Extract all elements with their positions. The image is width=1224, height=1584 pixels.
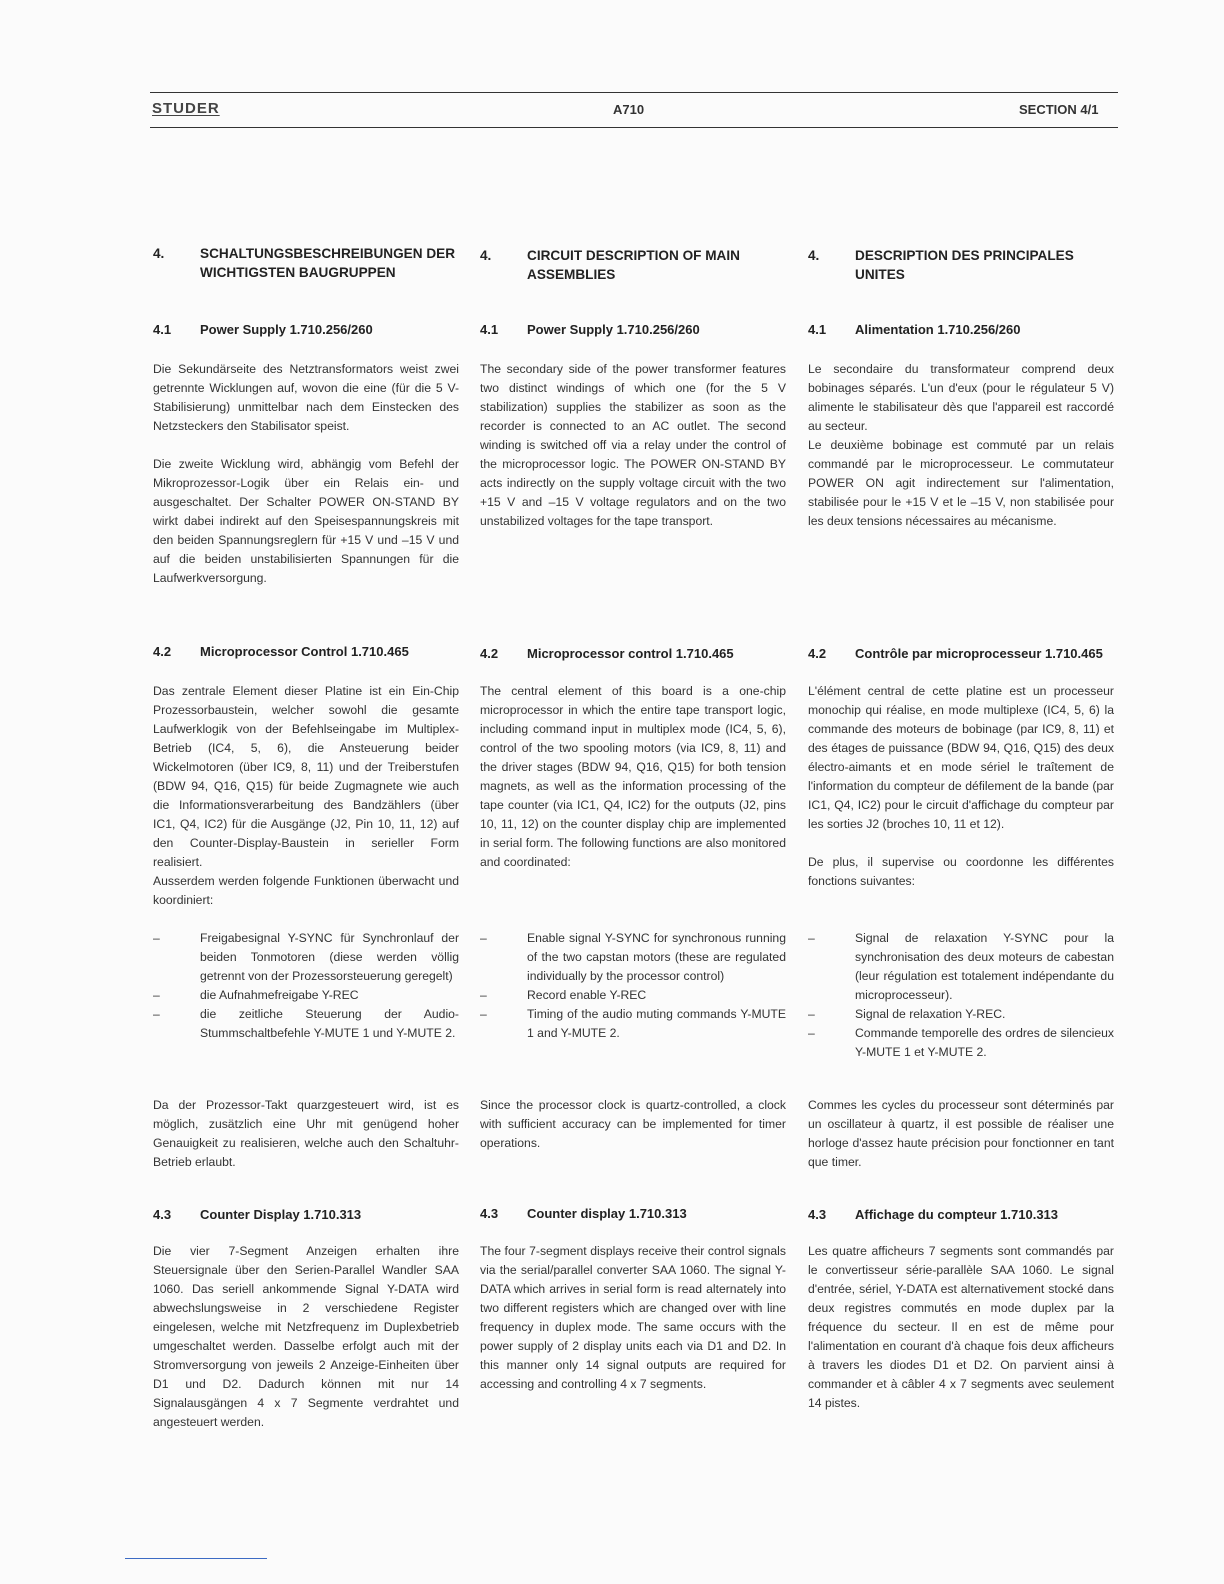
section-number: 4.1 bbox=[480, 322, 499, 337]
section-number: 4.2 bbox=[153, 644, 172, 659]
section-title: Microprocessor Control 1.710.465 bbox=[200, 644, 409, 659]
list-item: – Record enable Y-REC bbox=[480, 986, 786, 1005]
list-item: – Freigabesignal Y-SYNC für Synchronlauf der beiden Tonmotoren (diese werden völlig getrennt von der Prozessorsteuerung geregelt) bbox=[153, 929, 459, 986]
paragraph: Since the processor clock is quartz-controlled, a clock with sufficient accuracy can be implemented for timer operations. bbox=[480, 1098, 786, 1150]
chapter-number: 4. bbox=[480, 248, 492, 263]
section-heading bbox=[480, 645, 786, 663]
footnote-rule bbox=[125, 1558, 267, 1559]
list-item: – die Aufnahmefreigabe Y-REC bbox=[153, 986, 459, 1005]
section-title: Counter display 1.710.313 bbox=[527, 1206, 687, 1221]
chapter-number: 4. bbox=[153, 246, 165, 261]
list-item: – Signal de relaxation Y-SYNC pour la synchronisation des deux moteurs de cabestan (leur régulation est totalement indépendante du microprocesseur). bbox=[808, 929, 1114, 1005]
paragraph: De plus, il supervise ou coordonne les différentes fonctions suivantes: bbox=[808, 855, 1114, 888]
chapter-heading bbox=[480, 246, 786, 284]
section-heading bbox=[480, 1205, 786, 1223]
section-heading bbox=[808, 1206, 1114, 1224]
list-item: – Enable signal Y-SYNC for synchronous running of the two capstan motors (these are regulated individually by the processor control) bbox=[480, 929, 786, 986]
paragraph: Die zweite Wicklung wird, abhängig vom Befehl der Mikroprozessor-Logik über ein Relais ein- und ausgeschaltet. Der Schalter POWER ON-STAND BY wirkt dabei indirekt auf den Speisespannungskreis mit den beiden Spannungsreglern für +15 V und –15 V und auf die beiden unstabilisierten Spannungen für die Laufwerkversorgung. bbox=[153, 457, 459, 585]
section-heading bbox=[480, 321, 786, 339]
brand-logo: STUDER bbox=[152, 100, 220, 117]
section-heading bbox=[153, 1206, 459, 1224]
model-label: A710 bbox=[613, 102, 645, 117]
list-item: – Timing of the audio muting commands Y-MUTE 1 and Y-MUTE 2. bbox=[480, 1005, 786, 1043]
dash-list bbox=[480, 929, 786, 1043]
section-title: Contrôle par microprocesseur 1.710.465 bbox=[855, 646, 1103, 661]
section-number: 4.3 bbox=[480, 1206, 499, 1221]
chapter-title: CIRCUIT DESCRIPTION OF MAIN ASSEMBLIES bbox=[527, 248, 740, 282]
section-label: SECTION 4/1 bbox=[1019, 102, 1099, 117]
section-title: Power Supply 1.710.256/260 bbox=[527, 322, 700, 337]
header-top-rule bbox=[150, 92, 1118, 93]
paragraph: L'élément central de cette platine est un processeur monochip qui réalise, en mode multiplexe (IC4, 5, 6) la commande des moteurs de bobinage (par IC9, 8, 11) et des étages de puissance (BDW 94, Q16, Q15) des deux électro-aimants et en mode sériel le traîtement de l'information du compteur de défilement de la bande (par IC1, Q4, IC2) pour le circuit d'affichage du compteur par les sorties J2 (broches 10, 11 et 12). bbox=[808, 684, 1114, 831]
section-title: Power Supply 1.710.256/260 bbox=[200, 322, 373, 337]
paragraph: The four 7-segment displays receive their control signals via the serial/parallel converter SAA 1060. The signal Y-DATA which arrives in serial form is read alternately into two different registers which are changed over with line frequency in duplex mode. The same occurs with the power supply of 2 display units each via D1 and D2. In this manner only 14 signal outputs are required for accessing and controlling 4 x 7 segments. bbox=[480, 1244, 786, 1391]
section-title: Affichage du compteur 1.710.313 bbox=[855, 1207, 1059, 1222]
list-item: – Commande temporelle des ordres de silencieux Y-MUTE 1 et Y-MUTE 2. bbox=[808, 1024, 1114, 1062]
dash-list bbox=[808, 929, 1114, 1062]
section-heading bbox=[153, 643, 459, 661]
section-title: Alimentation 1.710.256/260 bbox=[855, 322, 1021, 337]
section-number: 4.1 bbox=[153, 322, 172, 337]
section-title: Counter Display 1.710.313 bbox=[200, 1207, 362, 1222]
header-bottom-rule bbox=[150, 127, 1118, 128]
section-number: 4.1 bbox=[808, 322, 827, 337]
chapter-heading bbox=[153, 244, 459, 282]
section-title: Microprocessor control 1.710.465 bbox=[527, 646, 734, 661]
paragraph: Le secondaire du transformateur comprend deux bobinages séparés. L'un d'eux (pour le régulateur 5 V) alimente le stabilisateur dès que l'appareil est raccordé au secteur. bbox=[808, 362, 1114, 433]
section-heading bbox=[153, 321, 459, 339]
paragraph: Le deuxième bobinage est commuté par un relais commandé par le microprocesseur. Le commutateur POWER ON agit indirectement sur l'alimentation, stabilisée pour le +15 V et le –15 V, non stabilisée pour les deux tensions nécessaires au mécanisme. bbox=[808, 438, 1114, 528]
paragraph: Les quatre afficheurs 7 segments sont commandés par le convertisseur série-parallèle SAA 1060. Le signal d'entrée, sériel, Y-DATA est alternativement stocké dans deux registres commutés en mode duplex par la fréquence du secteur. Il en est de même pour l'alimentation en courant d'à chaque fois deux afficheurs à travers les diodes D1 et D2. On parvient ainsi à commander et à câbler 4 x 7 segments avec seulement 14 pistes. bbox=[808, 1244, 1114, 1410]
chapter-title: DESCRIPTION DES PRINCIPALES UNITES bbox=[855, 248, 1074, 282]
chapter-heading bbox=[808, 246, 1114, 284]
paragraph: Das zentrale Element dieser Platine ist ein Ein-Chip Prozessorbaustein, welcher sowohl die gesamte Laufwerklogik von der Befehlseingabe im Multiplex-Betrieb (IC4, 5, 6), die Ansteuerung beider Wickelmotoren (über IC9, 8, 11) und der Treiberstufen (BDW 94, Q16, Q15) für beide Zugmagnete wie auch die Informationsverarbeitung des Bandzählers (über IC1, Q4, IC2) für die Ausgänge (J2, Pin 10, 11, 12) auf den Counter-Display-Baustein in serieller Form realisiert. bbox=[153, 684, 459, 869]
section-number: 4.3 bbox=[153, 1207, 172, 1222]
paragraph: Die vier 7-Segment Anzeigen erhalten ihre Steuersignale über den Serien-Parallel Wandler SAA 1060. Das seriell ankommende Signal Y-DATA wird abwechslungsweise in 2 verschiedene Register eingelesen, welche mit Netzfrequenz im Duplexbetrieb umgeschaltet werden. Dasselbe erfolgt auch mit der Stromversorgung von jeweils 2 Anzeige-Einheiten über D1 und D2. Dadurch können mit nur 14 Signalausgängen 4 x 7 Segmente verdrahtet und angesteuert werden. bbox=[153, 1244, 459, 1429]
chapter-title: SCHALTUNGSBESCHREIBUNGEN DER WICHTIGSTEN BAUGRUPPEN bbox=[200, 246, 456, 280]
list-item: – Signal de relaxation Y-REC. bbox=[808, 1005, 1114, 1024]
paragraph: The secondary side of the power transformer features two distinct windings of which one (for the 5 V stabilization) supplies the stabilizer as soon as the recorder is connected to an AC outlet. The second winding is switched off via a relay under the control of the microprocessor logic. The POWER ON-STAND BY acts indirectly on the supply voltage circuit with the two +15 V and –15 V voltage regulators and on the two unstabilized voltages for the tape transport. bbox=[480, 362, 786, 528]
chapter-number: 4. bbox=[808, 248, 820, 263]
dash-list bbox=[153, 929, 459, 1043]
paragraph: Da der Prozessor-Takt quarzgesteuert wird, ist es möglich, zusätzlich eine Uhr mit genügend hoher Genauigkeit zu realisieren, welche auch den Schaltuhr-Betrieb erlaubt. bbox=[153, 1098, 459, 1169]
section-heading bbox=[808, 321, 1114, 339]
paragraph: Ausserdem werden folgende Funktionen überwacht und koordiniert: bbox=[153, 874, 459, 907]
section-number: 4.2 bbox=[808, 646, 827, 661]
section-number: 4.3 bbox=[808, 1207, 827, 1222]
paragraph: Die Sekundärseite des Netztransformators weist zwei getrennte Wicklungen auf, wovon die eine (für die 5 V-Stabilisierung) unmittelbar nach dem Einstecken des Netzsteckers den Stabilisator speist. bbox=[153, 362, 459, 433]
paragraph: The central element of this board is a one-chip microprocessor in which the entire tape transport logic, including command input in multiplex mode (IC4, 5, 6), control of the two spooling motors (via IC9, 8, 11) and the driver stages (BDW 94, Q16, Q15) for both tension magnets, as well as the information processing of the tape counter (via IC1, Q4, IC2) for the outputs (J2, pins 10, 11, 12) on the counter display chip are implemented in serial form. The following functions are also monitored and coordinated: bbox=[480, 684, 786, 869]
section-heading bbox=[808, 645, 1114, 663]
section-number: 4.2 bbox=[480, 646, 499, 661]
paragraph: Commes les cycles du processeur sont déterminés par un oscillateur à quartz, il est possible de réaliser une horloge d'assez haute précision pour fonctionner en tant que timer. bbox=[808, 1098, 1114, 1169]
list-item: – die zeitliche Steuerung der Audio-Stummschaltbefehle Y-MUTE 1 und Y-MUTE 2. bbox=[153, 1005, 459, 1043]
